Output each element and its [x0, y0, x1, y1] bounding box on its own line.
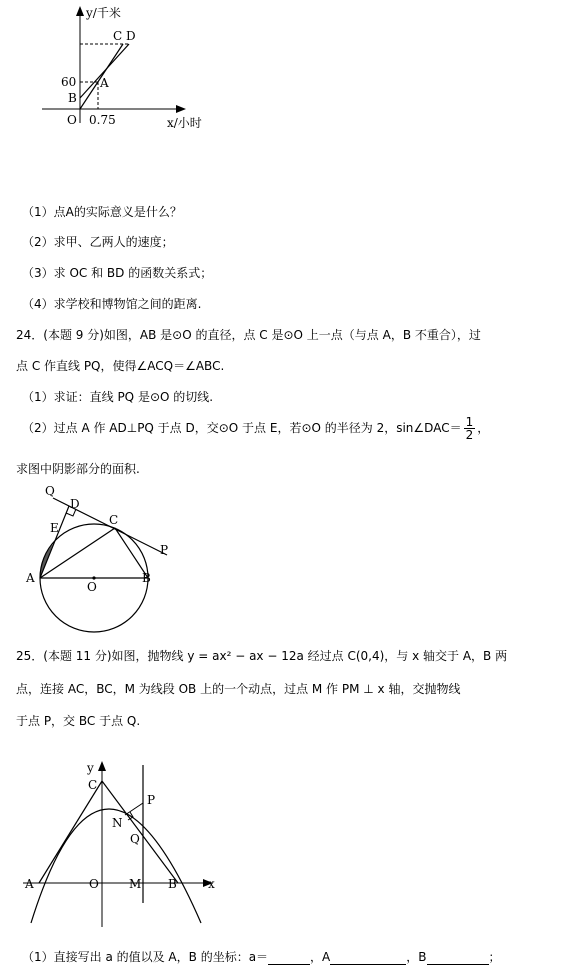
q25-intro-line2: 点，连接 AC，BC，M 为线段 OB 上的一个动点，过点 M 作 PM ⊥ x 轴，交抛物线	[16, 682, 461, 696]
chord-AC	[40, 528, 115, 578]
point-B-label: B	[142, 571, 151, 585]
point-B-label: B	[68, 91, 77, 105]
point-P-label: P	[160, 543, 169, 557]
point-D-label: D	[126, 29, 136, 43]
q25-part1	[22, 948, 501, 965]
q25-part1-A: ，A	[310, 950, 331, 964]
q25-part1-text: （1）直接写出 a 的值以及 A，B 的坐标：a＝	[22, 950, 269, 964]
segment-AC	[39, 781, 102, 883]
q24-part2	[22, 416, 489, 441]
q23-part3: （3）求 OC 和 BD 的函数关系式；	[22, 266, 213, 280]
q23-part4: （4）求学校和博物馆之间的距离.	[22, 297, 202, 311]
answer-blank-a[interactable]	[268, 952, 310, 965]
answer-blank-A[interactable]	[330, 952, 406, 965]
point-M-label: M	[129, 877, 142, 891]
q25-intro-line3: 于点 P，交 BC 于点 Q.	[16, 714, 141, 728]
point-C-label: C	[109, 513, 119, 527]
q24-part1: （1）求证：直线 PQ 是⊙O 的切线.	[22, 390, 214, 404]
point-N-label: N	[112, 816, 123, 830]
x-axis-arrow-icon	[176, 105, 186, 113]
line-AD	[40, 506, 69, 578]
point-C-label: C	[113, 29, 123, 43]
point-E-label: E	[50, 521, 59, 535]
point-B-label: B	[168, 877, 177, 891]
point-A-label: A	[26, 571, 35, 585]
point-D-label: D	[70, 497, 80, 511]
distance-time-graph	[30, 0, 220, 135]
fraction-one-half	[464, 416, 476, 441]
point-P-label: P	[147, 793, 156, 807]
q25-intro-line1: 25．(本题 11 分)如图，抛物线 y = ax² − ax − 12a 经过点 C(0,4)，与 x 轴交于 A，B 两	[16, 649, 508, 663]
circle-tangent-figure	[15, 478, 185, 638]
y-axis-label: y/千米	[86, 6, 121, 20]
y-axis-label: y	[87, 761, 94, 775]
tick-075: 0.75	[89, 113, 116, 127]
q24-part2-text: （2）过点 A 作 AD⊥PQ 于点 D，交⊙O 于点 E，若⊙O 的半径为 2，sin∠DAC＝	[22, 421, 462, 435]
point-Q-label: Q	[130, 832, 140, 846]
point-A-label: A	[100, 76, 109, 90]
origin-O-label: O	[67, 113, 77, 127]
q24-part2-line2: 求图中阴影部分的面积.	[16, 462, 140, 476]
answer-blank-B[interactable]	[427, 952, 489, 965]
point-C-label: C	[88, 778, 98, 792]
point-Q-label: Q	[45, 484, 55, 498]
parabola-figure	[15, 755, 235, 935]
q25-part1-end: ；	[488, 950, 501, 964]
segment-PN	[125, 803, 143, 815]
segment-BC	[102, 781, 178, 883]
q23-part1: （1）点A的实际意义是什么？	[22, 205, 182, 219]
x-axis-label: x	[208, 877, 215, 891]
origin-O-label: O	[89, 877, 99, 891]
point-A-label: A	[25, 877, 34, 891]
center-O-label: O	[87, 580, 97, 594]
q24-intro-line2: 点 C 作直线 PQ，使得∠ACQ＝∠ABC.	[16, 359, 225, 373]
q25-part1-B: ，B	[406, 950, 427, 964]
y-axis-arrow-icon	[98, 761, 106, 771]
fraction-numerator: 1	[465, 415, 474, 429]
q24-part2-comma: ，	[477, 421, 490, 435]
q23-part2: （2）求甲、乙两人的速度；	[22, 235, 174, 249]
fraction-denominator: 2	[465, 428, 474, 442]
x-axis-label: x/小时	[167, 116, 202, 130]
q24-intro-line1: 24．(本题 9 分)如图，AB 是⊙O 的直径，点 C 是⊙O 上一点（与点 A，B 不重合），过	[16, 328, 481, 342]
tick-60: 60	[61, 75, 77, 89]
y-axis-arrow-icon	[76, 6, 84, 16]
